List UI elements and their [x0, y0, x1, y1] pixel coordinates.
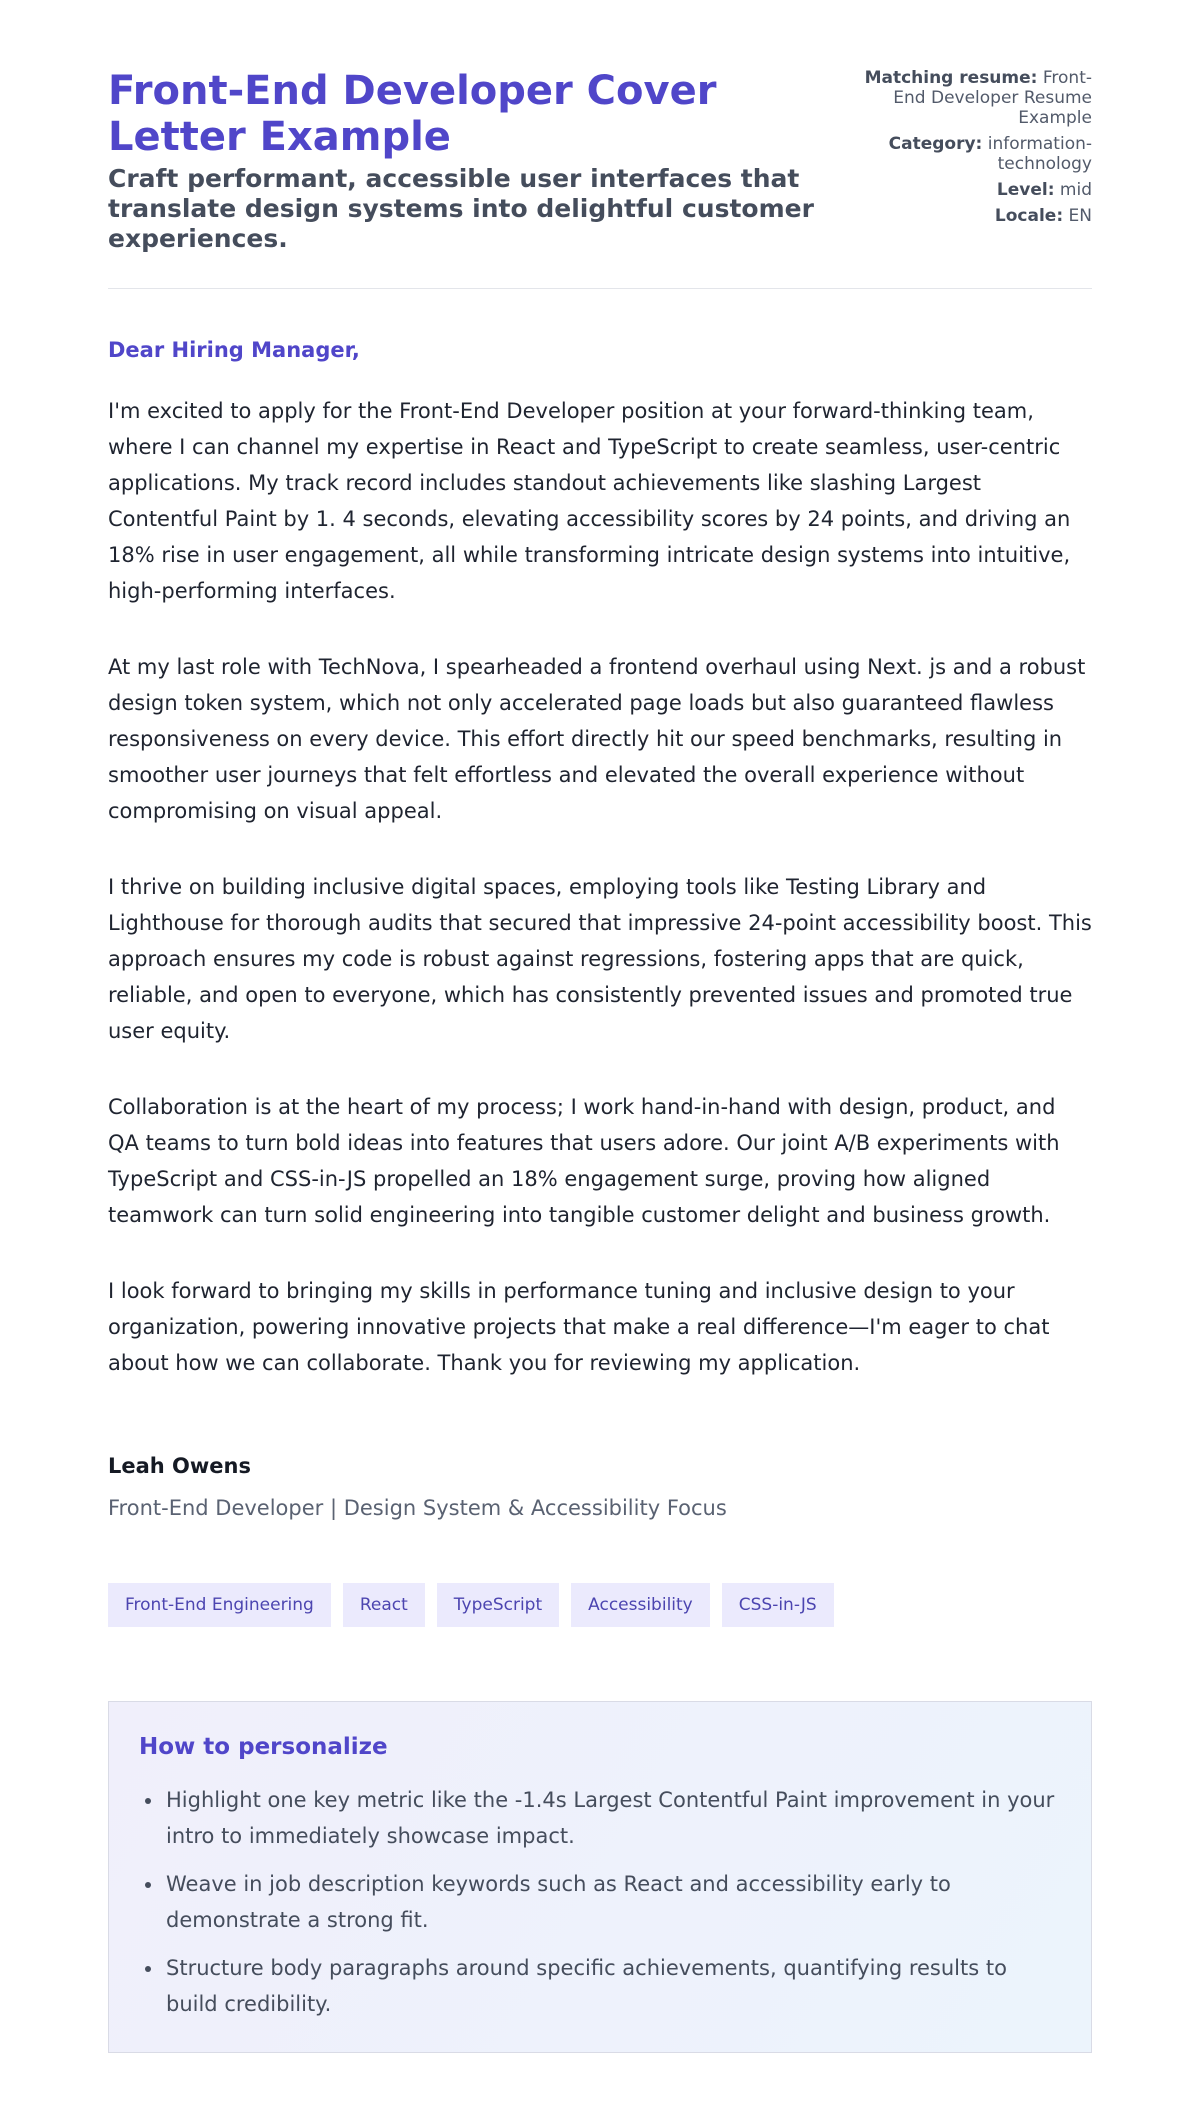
resume-meta [852, 68, 1092, 232]
letter-paragraph: At my last role with TechNova, I spearheaded a frontend overhaul using Next. js and a robust design token system, which not only accelerated page loads but also guaranteed flawless responsiveness on every device. This effort directly hit our speed benchmarks, resulting in smoother user journeys that felt effortless and elevated the overall experience without compromising on visual appeal. [108, 655, 1086, 823]
letter-body [108, 393, 1092, 1381]
tip-item: • Structure body paragraphs around specific achievements, quantifying results to build credibility. [164, 1950, 1061, 2022]
meta-level [852, 180, 1092, 200]
meta-value: mid [1059, 180, 1092, 200]
meta-label: Category: [888, 134, 983, 154]
skill-tag: CSS-in-JS [722, 1583, 834, 1627]
page-header [108, 68, 1092, 254]
meta-label: Matching resume: [864, 68, 1038, 88]
letter-greeting: Dear Hiring Manager, [108, 338, 360, 362]
meta-label: Level: [996, 180, 1055, 200]
skill-tag: Front-End Engineering [108, 1583, 331, 1627]
page-title: Front-End Developer Cover Letter Example [108, 68, 717, 160]
signature-name: Leah Owens [108, 1454, 252, 1478]
meta-matching-resume [852, 68, 1092, 128]
skill-tags [108, 1583, 1092, 1627]
skill-tag: Accessibility [571, 1583, 710, 1627]
meta-value: information-technology [987, 134, 1092, 174]
header-titles [108, 68, 848, 254]
meta-value: EN [1068, 206, 1092, 226]
tip-item: • Weave in job description keywords such as React and accessibility early to demonstrate a strong fit. [164, 1866, 1061, 1938]
header-divider [108, 288, 1092, 289]
tips-list [139, 1782, 1061, 2022]
letter-paragraph: I'm excited to apply for the Front-End Developer position at your forward-thinking team, where I can channel my expertise in React and TypeScript to create seamless, user-centric applications. My track record includes standout achievements like slashing Largest Contentful Paint by 1. 4 seconds, elevating accessibility scores by 24 points, and driving an 18% rise in user engagement, all while transforming intricate design systems into intuitive, high-performing interfaces. [108, 399, 1071, 603]
signature-title: Front-End Developer | Design System & Accessibility Focus [108, 1496, 727, 1520]
letter-paragraph: Collaboration is at the heart of my process; I work hand-in-hand with design, product, and QA teams to turn bold ideas into features that users adore. Our joint A/B experiments with TypeScript and CSS-in-JS propelled an 18% engagement surge, proving how aligned teamwork can turn solid engineering into tangible customer delight and business growth. [108, 1095, 1060, 1227]
tip-item: • Highlight one key metric like the -1.4s Largest Contentful Paint improvement in your intro to immediately showcase impact. [164, 1782, 1061, 1854]
skill-tag: TypeScript [437, 1583, 559, 1627]
meta-label: Locale: [994, 206, 1064, 226]
meta-category [852, 134, 1092, 174]
meta-locale [852, 206, 1092, 226]
personalize-tips-box [108, 1701, 1092, 2053]
letter-paragraph: I look forward to bringing my skills in performance tuning and inclusive design to your organization, powering innovative projects that make a real difference—I'm eager to chat about how we can collaborate. Thank you for reviewing my application. [108, 1279, 1050, 1375]
meta-value: Front-End Developer Resume Example [893, 68, 1092, 128]
skill-tag: React [343, 1583, 425, 1627]
letter-paragraph: I thrive on building inclusive digital spaces, employing tools like Testing Library and Lighthouse for thorough audits that secured that impressive 24-point accessibility boost. This approach ensures my code is robust against regressions, fostering apps that are quick, reliable, and open to everyone, which has consistently prevented issues and promoted true user equity. [108, 875, 1092, 1043]
tips-title: How to personalize [139, 1734, 388, 1760]
page-subtitle: Craft performant, accessible user interfaces that translate design systems into delightful customer experiences. [108, 164, 814, 253]
